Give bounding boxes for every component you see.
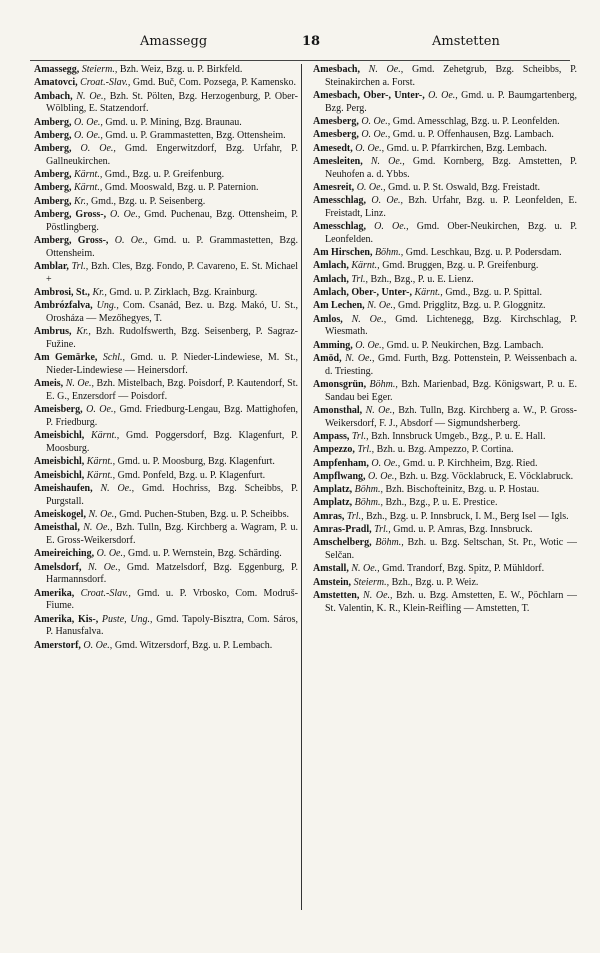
running-head-right: Amstetten <box>432 34 500 49</box>
entry-region: O. Oe., <box>355 339 385 351</box>
entry-headword: Ameisberg, <box>34 404 83 416</box>
entry-details: Gmd. Zehetgrub, Bzg. Scheibbs, P. Steinakirchen a. Forst. <box>325 64 577 88</box>
entry-headword: Amras-Pradl, <box>313 524 372 536</box>
entry-details: Gmd. Ponfeld, Bzg. u. P. Klagenfurt. <box>117 469 266 481</box>
entry-details: Gmd. Tapoly-Bisztra, Com. Sáros, P. Hanusfalva. <box>46 613 298 638</box>
entry-details: Gmd. Friedburg-Lengau, Bzg. Mattighofen, P. Friedburg. <box>46 404 298 429</box>
entry-details: Gmd. u. P. Vrbosko, Com. Modruš-Fiume. <box>46 587 298 612</box>
entry-region: Kr., <box>74 195 89 207</box>
entry-region: N. Oe., <box>100 482 135 494</box>
gazetteer-entry <box>34 404 298 429</box>
entry-region: N. Oe., <box>65 378 95 390</box>
entry-headword: Amatovci, <box>34 77 78 89</box>
entry-details: Gmd. u. P. St. Oswald, Bzg. Freistadt. <box>388 181 541 193</box>
entry-headword: Amöd, <box>313 352 342 364</box>
entry-region: Schl., <box>102 352 126 364</box>
entry-headword: Am Hirschen, <box>313 247 373 259</box>
gazetteer-entry <box>313 143 577 156</box>
entry-region: Trl., <box>351 273 369 285</box>
entry-region: O. Oe., <box>86 404 116 416</box>
gazetteer-entry <box>313 524 577 537</box>
entry-region: O. Oe., <box>96 548 126 560</box>
gazetteer-entry <box>34 235 298 260</box>
gazetteer-entry <box>313 444 577 457</box>
entry-details: Gmd. Puchen-Stuben, Bzg. u. P. Scheibbs. <box>119 508 290 520</box>
entry-details: Bzh., Bzg., P. u. E. Prestice. <box>385 497 498 509</box>
entry-region: O. Oe., <box>83 639 113 651</box>
entry-headword: Amerstorf, <box>34 639 81 651</box>
entry-region: O. Oe., <box>368 470 397 482</box>
column-divider <box>301 64 302 910</box>
entry-headword: Ameisbichl, <box>34 456 85 468</box>
gazetteer-entry <box>34 470 298 483</box>
entry-headword: Ambrózfalva, <box>34 300 93 312</box>
entry-headword: Ameireiching, <box>34 548 95 560</box>
entry-headword: Amberg, <box>34 129 72 141</box>
entry-headword: Ambach, <box>34 90 73 102</box>
entry-headword: Ampass, <box>313 430 350 442</box>
entry-details: Gmd. Amesschlag, Bzg. u. P. Leonfelden. <box>392 116 560 127</box>
gazetteer-entry <box>313 340 577 353</box>
entry-region: O. Oe., <box>74 129 103 141</box>
left-column <box>34 64 298 910</box>
gazetteer-entry <box>313 511 577 524</box>
gazetteer-entry <box>313 471 577 484</box>
entry-region: Kärnt., <box>74 169 103 181</box>
entry-details: Gmd. Prigglitz, Bzg. u. P. Gloggnitz. <box>398 300 546 312</box>
entry-headword: Amesbach, Ober-, Unter-, <box>313 90 425 101</box>
entry-details: Gmd. u. P. Grammastetten, Bzg. Ottensheim. <box>105 129 286 141</box>
entry-region: Trl., <box>374 524 391 536</box>
entry-headword: Amassegg, <box>34 64 80 75</box>
entry-details: Gmd. Hochriss, Bzg. Scheibbs, P. Purgstall. <box>46 482 298 507</box>
gazetteer-entry <box>313 221 577 246</box>
entry-details: Bzh. Innsbruck Umgeb., Bzg., P. u. E. Hall. <box>371 430 546 442</box>
entry-headword: Amberg, <box>34 116 72 128</box>
entry-region: O. Oe., <box>428 90 458 101</box>
entry-headword: Ameis, <box>34 378 64 390</box>
entry-region: Kärnt., <box>414 287 443 299</box>
entry-headword: Amplatz, <box>313 484 353 496</box>
gazetteer-entry <box>34 548 298 561</box>
entry-headword: Amstein, <box>313 576 352 588</box>
right-column <box>313 64 577 910</box>
entry-details: Gmd. u. P. Wernstein, Bzg. Schärding. <box>127 548 282 560</box>
entry-headword: Amesschlag, <box>313 195 367 207</box>
entry-details: Bzh. Mistelbach, Bzg. Poisdorf, P. Kautendorf, St. E. G., Enzersdorf — Poisdorf. <box>46 378 298 403</box>
entry-region: Böhm., <box>354 497 384 509</box>
entry-headword: Am Lechen, <box>313 300 365 312</box>
entry-details: Gmd. Ober-Neukirchen, Bzg. u. P. Leonfelden. <box>325 221 577 245</box>
entry-headword: Amplatz, <box>313 497 353 509</box>
entry-details: Bzh. Weiz, Bzg. u. P. Birkfeld. <box>119 64 243 75</box>
gazetteer-entry <box>313 563 577 576</box>
entry-region: O. Oe., <box>114 235 148 247</box>
entry-headword: Amberg, <box>34 169 72 181</box>
gazetteer-entry <box>34 182 298 195</box>
entry-details: Bzh. Rudolfswerth, Bzg. Seisenberg, P. Sagraz-Fužine. <box>46 326 298 351</box>
entry-details: Gmd. u. P. Mining, Bzg. Braunau. <box>105 116 242 128</box>
entry-details: Bzh. Urfahr, Bzg. u. P. Leonfelden, E. Freistadt, Linz. <box>325 195 577 219</box>
entry-details: Gmd. u. P. Pfarrkirchen, Bzg. Lembach. <box>386 142 547 154</box>
entry-details: Gmd. Mooswald, Bzg. u. P. Paternion. <box>104 182 259 194</box>
gazetteer-entry <box>34 588 298 613</box>
entry-region: N. Oe., <box>345 352 375 364</box>
entry-details: Gmd. Leschkau, Bzg. u. P. Podersdam. <box>405 247 562 259</box>
gazetteer-entry <box>313 247 577 260</box>
gazetteer-entry <box>313 300 577 313</box>
entry-region: N. Oe., <box>351 313 387 325</box>
entry-region: N. Oe., <box>351 563 380 575</box>
gazetteer-entry <box>313 195 577 220</box>
entry-region: O. Oe., <box>74 116 103 128</box>
entry-region: O. Oe., <box>361 116 391 127</box>
entry-details: Bzh. u. Bzg. Ampezzo, P. Cortina. <box>376 444 514 456</box>
entry-details: Bzh. Tulln, Bzg. Kirchberg a. Wagram, P. u. E. Gross-Weikersdorf. <box>46 522 298 546</box>
entry-details: Gmd. u. P. Amras, Bzg. Innsbruck. <box>393 524 533 536</box>
entry-headword: Amschelberg, <box>313 537 372 549</box>
entry-headword: Ampezzo, <box>313 444 355 456</box>
entry-details: Com. Csanád, Bez. u. Bzg. Makó, U. St., Orosháza — Mezőhegyes, T. <box>46 300 298 325</box>
entry-details: Gmd. u. P. Kirchheim, Bzg. Ried. <box>402 457 538 469</box>
gazetteer-entry <box>34 196 298 209</box>
entry-headword: Ameisthal, <box>34 522 80 534</box>
entry-headword: Amblar, <box>34 261 69 273</box>
entry-details: Gmd., Bzg. u. P. Greifenburg. <box>104 169 225 181</box>
gazetteer-entry <box>34 209 298 234</box>
entry-headword: Amlos, <box>313 313 343 325</box>
gazetteer-entry <box>34 287 298 300</box>
entry-headword: Amonsgrün, <box>313 378 367 390</box>
gazetteer-entry <box>34 300 298 325</box>
gazetteer-entry <box>34 562 298 587</box>
entry-details: Gmd. Witzersdorf, Bzg. u. P. Lembach. <box>114 639 273 651</box>
gazetteer-entry <box>313 379 577 404</box>
entry-details: Gmd. u. P. Nieder-Lindewiese, M. St., Nieder-Lindewiese — Heinersdorf. <box>46 352 298 377</box>
gazetteer-entry <box>34 509 298 522</box>
entry-region: Croat.-Slav., <box>80 77 131 89</box>
gazetteer-entry <box>313 405 577 430</box>
entry-headword: Amberg, <box>34 195 72 207</box>
entry-region: N. Oe., <box>76 90 106 102</box>
entry-region: N. Oe., <box>368 64 404 75</box>
entry-headword: Ampflwang, <box>313 470 366 482</box>
entry-details: Bzh. Cles, Bzg. Fondo, P. Cavareno, E. St. Michael + <box>46 261 298 285</box>
gazetteer-entry <box>313 64 577 89</box>
entry-region: O. Oe., <box>110 209 141 221</box>
gazetteer-entry <box>34 483 298 508</box>
entry-details: Gmd. u. P. Grammastetten, Bzg. Ottensheim. <box>46 235 298 259</box>
entry-region: O. Oe., <box>356 181 386 193</box>
entry-region: Böhm., <box>375 537 404 549</box>
entry-region: Trl., <box>71 261 89 273</box>
entry-details: Gmd. Bruggen, Bzg. u. P. Greifenburg. <box>382 260 539 272</box>
gazetteer-entry <box>34 614 298 639</box>
entry-region: Kärnt., <box>86 469 116 481</box>
entry-headword: Amerika, <box>34 587 75 599</box>
entry-details: Bzh. Tulln, Bzg. Kirchberg a. W., P. Gross-Weikersdorf, F. J., Absdorf — Sigmundsherberg. <box>325 404 577 429</box>
entry-details: Gmd. u. P. Offenhausen, Bzg. Lambach. <box>392 129 554 141</box>
entry-region: N. Oe., <box>365 404 395 416</box>
entry-region: O. Oe., <box>371 457 401 469</box>
gazetteer-entry <box>313 274 577 287</box>
entry-region: N. Oe., <box>363 589 393 601</box>
entry-headword: Amesschlag, <box>313 221 367 233</box>
entry-details: Gmd., Bzg. u. P. Seisenberg. <box>90 195 206 207</box>
entry-headword: Amonsthal, <box>313 404 363 416</box>
entry-details: Bzh., Bzg. u. P. Weiz. <box>391 576 479 588</box>
entry-headword: Amstall, <box>313 563 349 575</box>
entry-region: N. Oe., <box>83 522 113 534</box>
gazetteer-entry <box>34 91 298 116</box>
entry-headword: Ameiskogel, <box>34 508 86 520</box>
gazetteer-entry <box>34 456 298 469</box>
entry-region: Kärnt., <box>86 456 116 468</box>
entry-headword: Amlach, <box>313 273 349 285</box>
gazetteer-entry <box>313 431 577 444</box>
gazetteer-entry <box>313 116 577 129</box>
entry-region: Kärnt., <box>90 430 120 442</box>
entry-headword: Amerika, Kis-, <box>34 613 99 625</box>
gazetteer-entry <box>313 577 577 590</box>
entry-headword: Ambrosi, St., <box>34 287 90 299</box>
gazetteer-entry <box>313 484 577 497</box>
entry-details: Gmd. Kornberg, Bzg. Amstetten, P. Neuhofen a. d. Ybbs. <box>325 155 577 180</box>
page-number: 18 <box>302 34 321 49</box>
entry-details: Gmd. Puchenau, Bzg. Ottensheim, P. Pöstlingberg. <box>46 209 298 233</box>
entry-region: Böhm., <box>354 484 384 496</box>
entry-region: Kärnt., <box>74 182 103 194</box>
gazetteer-entry <box>313 182 577 195</box>
entry-details: Bzh. u. Bzg. Seltschan, St. Pr., Wotic — Selčan. <box>325 537 577 562</box>
gazetteer-entry <box>34 378 298 403</box>
page-header <box>30 34 570 56</box>
running-head-left: Amassegg <box>140 34 208 49</box>
gazetteer-entry <box>34 261 298 286</box>
entry-details: Bzh. St. Pölten, Bzg. Herzogenburg, P. Ober-Wölbling, E. Statzendorf. <box>46 90 298 115</box>
gazetteer-entry <box>313 353 577 378</box>
gazetteer-entry <box>313 260 577 273</box>
gazetteer-entry <box>34 64 298 77</box>
entry-region: Trl., <box>351 430 369 442</box>
entry-region: Böhm., <box>374 247 404 259</box>
entry-headword: Amras, <box>313 510 345 522</box>
entry-region: N. Oe., <box>88 561 121 573</box>
gazetteer-entry <box>313 497 577 510</box>
entry-headword: Ambrus, <box>34 326 72 338</box>
gazetteer-entry <box>34 430 298 455</box>
entry-region: O. Oe., <box>371 195 404 207</box>
gazetteer-entry <box>34 640 298 653</box>
gazetteer-entry <box>313 537 577 562</box>
entry-headword: Am Gemärke, <box>34 352 98 364</box>
entry-region: O. Oe., <box>361 129 391 141</box>
entry-details: Gmd. u. P. Baumgartenberg, Bzg. Perg. <box>325 90 577 114</box>
entry-details: Gmd. Poggersdorf, Bzg. Klagenfurt, P. Moosburg. <box>46 430 298 455</box>
gazetteer-entry <box>313 314 577 339</box>
entry-details: Gmd. Engerwitzdorf, Bzg. Urfahr, P. Gallneukirchen. <box>46 143 298 167</box>
entry-headword: Amesberg, <box>313 129 359 141</box>
entry-headword: Amelsdorf, <box>34 561 82 573</box>
entry-details: Bzh. Bischofteinitz, Bzg. u. P. Hostau. <box>385 484 540 496</box>
entry-headword: Amesberg, <box>313 116 359 127</box>
entry-details: Gmd., Bzg. u. P. Spittal. <box>445 287 542 299</box>
gazetteer-entry <box>34 352 298 377</box>
entry-headword: Ampfenham, <box>313 457 369 469</box>
entry-headword: Amstetten, <box>313 589 360 601</box>
entry-region: Kr., <box>76 326 91 338</box>
entry-headword: Amberg, Gross-, <box>34 235 109 247</box>
entry-region: Kärnt., <box>351 260 380 272</box>
gazetteer-entry <box>34 522 298 547</box>
gazetteer-entry <box>34 130 298 143</box>
entry-details: Bzh. Marienbad, Bzg. Königswart, P. u. E. Sandau bei Eger. <box>325 378 577 403</box>
entry-details: Gmd. Matzelsdorf, Bzg. Eggenburg, P. Harmannsdorf. <box>46 561 298 586</box>
entry-region: Kr., <box>92 287 107 299</box>
gazetteer-entry <box>34 326 298 351</box>
entry-headword: Amesleiten, <box>313 155 363 167</box>
entry-details: Bzh., Bzg., P. u. E. Lienz. <box>370 273 474 285</box>
gazetteer-entry <box>313 156 577 181</box>
entry-region: Steierm., <box>81 64 118 75</box>
entry-headword: Amberg, <box>34 182 72 194</box>
gazetteer-entry <box>313 90 577 115</box>
entry-region: N. Oe., <box>367 300 396 312</box>
entry-region: O. Oe., <box>355 142 385 154</box>
gazetteer-entry <box>34 143 298 168</box>
entry-headword: Amberg, Gross-, <box>34 209 107 221</box>
entry-region: Trl., <box>346 510 364 522</box>
entry-details: Bzh. u. Bzg. Amstetten, E. W., Pöchlarn — St. Valentin, K. R., Klein-Reifling — Amstetten, T. <box>325 589 577 614</box>
entry-region: Steierm., <box>353 576 390 588</box>
entry-headword: Amlach, <box>313 260 349 272</box>
gazetteer-entry <box>313 129 577 142</box>
entry-region: Croat.-Slav., <box>80 587 131 599</box>
entry-region: Puste, Ung., <box>101 613 153 625</box>
gazetteer-entry <box>34 77 298 90</box>
entry-headword: Amesedt, <box>313 142 353 154</box>
entry-region: O. Oe., <box>80 143 116 155</box>
entry-details: Gmd. Buč, Com. Pozsega, P. Kamensko. <box>132 77 296 89</box>
entry-details: Gmd. Trandorf, Bzg. Spitz, P. Mühldorf. <box>382 563 545 575</box>
entry-details: Bzh., Bzg. u. P. Innsbruck, I. M., Berg Isel — Igls. <box>366 510 569 522</box>
entry-details: Gmd. u. P. Zirklach, Bzg. Krainburg. <box>109 287 258 299</box>
entry-details: Gmd. u. P. Neukirchen, Bzg. Lambach. <box>386 339 544 351</box>
entry-headword: Amberg, <box>34 143 72 155</box>
entry-region: Ung., <box>96 300 119 312</box>
entry-details: Gmd. Lichtenegg, Bzg. Kirchschlag, P. Wiesmath. <box>325 313 577 338</box>
entry-headword: Amesreit, <box>313 181 355 193</box>
entry-headword: Ameishaufen, <box>34 482 93 494</box>
entry-region: N. Oe., <box>88 508 117 520</box>
gazetteer-entry <box>313 458 577 471</box>
entry-region: N. Oe., <box>370 155 405 167</box>
gazetteer-entry <box>34 169 298 182</box>
entry-headword: Ameisbichl, <box>34 430 85 442</box>
gazetteer-entry <box>34 117 298 130</box>
entry-headword: Ameisbichl, <box>34 469 85 481</box>
entry-headword: Amesbach, <box>313 64 360 75</box>
entry-region: Böhm., <box>369 378 398 390</box>
entry-details: Bzh. u. Bzg. Vöcklabruck, E. Vöcklabruck. <box>399 470 574 482</box>
header-rule <box>30 60 570 61</box>
entry-headword: Amlach, Ober-, Unter-, <box>313 287 412 299</box>
entry-region: Trl., <box>357 444 375 456</box>
gazetteer-entry <box>313 590 577 615</box>
entry-region: O. Oe., <box>374 221 409 233</box>
entry-headword: Amming, <box>313 339 353 351</box>
entry-details: Gmd. u. P. Moosburg, Bzg. Klagenfurt. <box>117 456 275 468</box>
gazetteer-entry <box>313 287 577 300</box>
entry-details: Gmd. Furth, Bzg. Pottenstein, P. Weissenbach a. d. Triesting. <box>325 352 577 377</box>
